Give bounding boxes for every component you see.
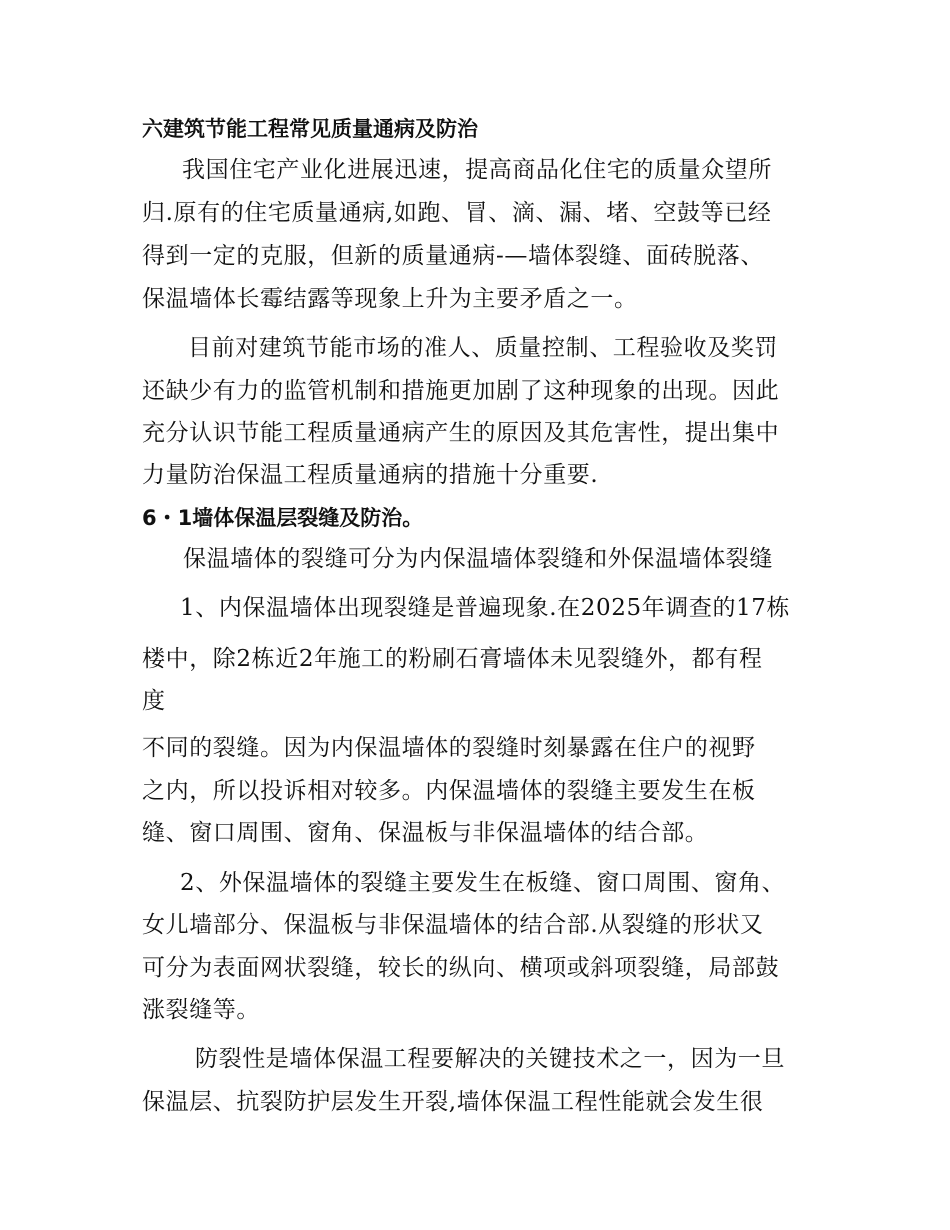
paragraph-line: 1、内保温墙体出现裂缝是普遍现象.在2025年调查的17栋	[180, 595, 791, 621]
paragraph-line: 目前对建筑节能市场的准人、质量控制、工程验收及奖罚	[188, 335, 778, 361]
paragraph-line: 我国住宅产业化进展迅速，提高商品化住宅的质量众望所	[182, 157, 772, 183]
paragraph-line: 2、外保温墙体的裂缝主要发生在板缝、窗口周围、窗角、	[180, 870, 786, 896]
paragraph-line: 不同的裂缝。因为内保温墙体的裂缝时刻暴露在住户的视野	[142, 735, 756, 761]
paragraph-line: 度	[142, 688, 166, 714]
paragraph-line: 充分认识节能工程质量通病产生的原因及其危害性，提出集中	[142, 420, 780, 446]
paragraph-line: 力量防治保温工程质量通病的措施十分重要.	[142, 462, 599, 488]
paragraph-line: 保温层、抗裂防护层发生开裂,墙体保温工程性能就会发生很	[142, 1089, 764, 1115]
paragraph-line: 女儿墙部分、保温板与非保温墙体的结合部.从裂缝的形状又	[142, 912, 764, 938]
paragraph-line: 保温墙体长霉结露等现象上升为主要矛盾之一。	[142, 286, 638, 312]
paragraph-line: 之内，所以投诉相对较多。内保温墙体的裂缝主要发生在板	[142, 778, 756, 804]
section-heading: 六建筑节能工程常见质量通病及防治	[142, 117, 478, 141]
paragraph-line: 保温墙体的裂缝可分为内保温墙体裂缝和外保温墙体裂缝	[183, 546, 773, 572]
paragraph-line: 缝、窗口周围、窗角、保温板与非保温墙体的结合部。	[142, 820, 709, 846]
paragraph-line: 可分为表面网状裂缝，较长的纵向、横项或斜项裂缝，局部鼓	[142, 955, 780, 981]
paragraph-line: 还缺少有力的监管机制和措施更加剧了这种现象的出现。因此	[142, 378, 780, 404]
paragraph-line: 防裂性是墙体保温工程要解决的关键技术之一，因为一旦	[195, 1046, 785, 1072]
subsection-heading: 6・1墙体保温层裂缝及防治。	[142, 506, 424, 530]
paragraph-line: 归.原有的住宅质量通病,如跑、冒、滴、漏、堵、空鼓等已经	[142, 200, 772, 226]
paragraph-line: 楼中，除2栋近2年施工的粉刷石膏墙体未见裂缝外，都有程	[142, 646, 763, 672]
paragraph-line: 涨裂缝等。	[142, 997, 260, 1023]
paragraph-line: 得到一定的克服，但新的质量通病-—墙体裂缝、面砖脱落、	[142, 243, 764, 269]
